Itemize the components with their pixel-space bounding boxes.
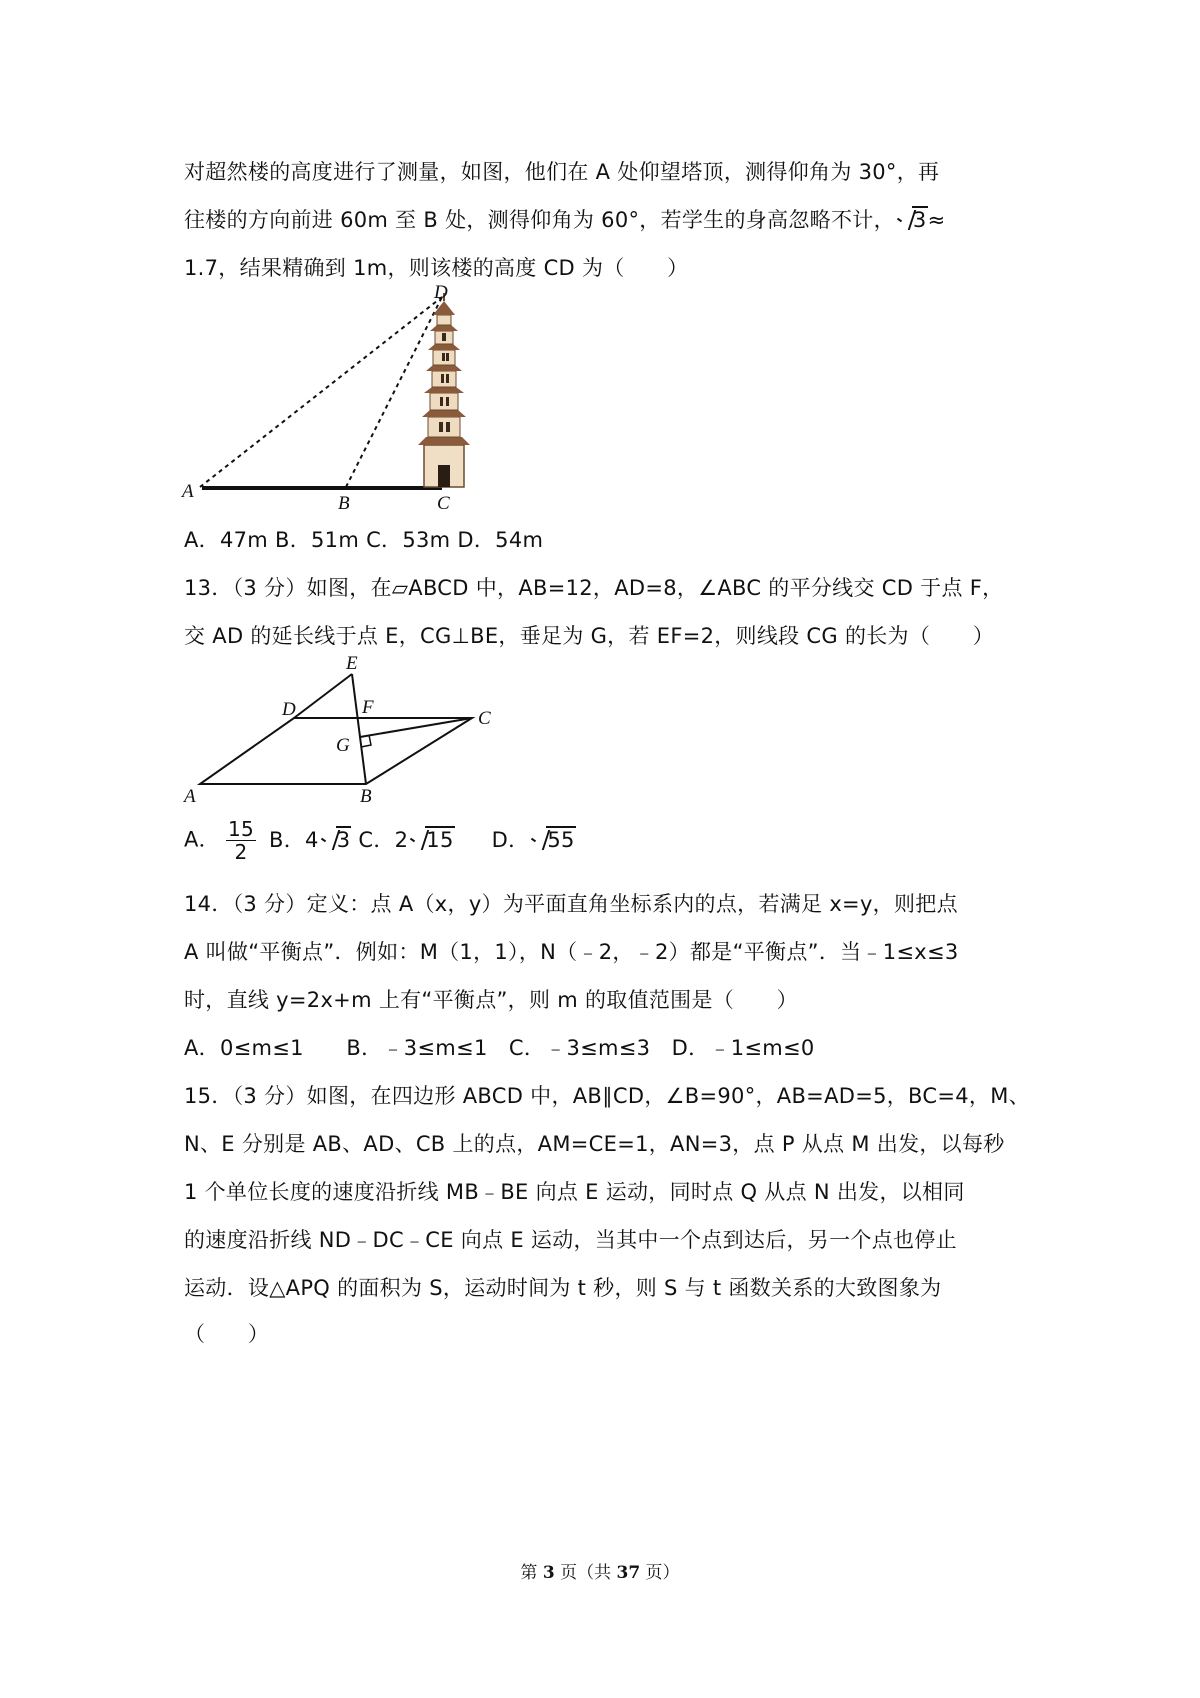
label-c: C xyxy=(478,708,491,729)
q14-options: A．0≤m≤1 B．﹣3≤m≤1 C．﹣3≤m≤3 D．﹣1≤m≤0 xyxy=(184,1036,815,1060)
q15-line-3: 1 个单位长度的速度沿折线 MB﹣BE 向点 E 运动，同时点 Q 从点 N 出发，以相同 xyxy=(184,1180,965,1204)
footer-middle: 页（共 xyxy=(554,1563,617,1583)
label-a: A xyxy=(182,481,194,502)
sqrt-symbol xyxy=(410,828,454,852)
sqrt-radicand: 3 xyxy=(912,208,927,232)
q13-options xyxy=(184,818,576,863)
q13-line-2: 交 AD 的延长线于点 E，CG⊥BE，垂足为 G，若 EF=2，则线段 CG 的长为（ ） xyxy=(184,624,995,648)
label-f: F xyxy=(362,697,374,718)
label-g: G xyxy=(336,735,350,756)
q13-parallelogram-figure xyxy=(180,655,510,815)
q14-line-1: 14．（3 分）定义：点 A（x，y）为平面直角坐标系内的点，若满足 x=y，则把点 xyxy=(184,892,958,916)
line-ad-dashed xyxy=(200,297,442,487)
q14-line-3: 时，直线 y=2x+m 上有“平衡点”，则 m 的取值范围是（ ） xyxy=(184,988,798,1012)
sqrt-radicand: 55 xyxy=(547,827,575,852)
label-b: B xyxy=(360,786,372,807)
q13-option-c xyxy=(358,824,454,854)
approx-symbol: ≈ xyxy=(927,208,946,232)
option-c-label: C． xyxy=(358,827,395,852)
q14-line-2: A 叫做“平衡点”．例如：M（1，1），N（﹣2，﹣2）都是“平衡点”．当﹣1≤x≤3 xyxy=(184,940,959,964)
fraction-numerator: 15 xyxy=(227,817,255,841)
total-pages: 37 xyxy=(616,1563,641,1583)
q15-line-1: 15．（3 分）如图，在四边形 ABCD 中，AB∥CD，∠B=90°，AB=AD=5，BC=4，M、 xyxy=(184,1084,1030,1108)
footer-suffix: 页） xyxy=(640,1563,680,1583)
option-a-label: A． xyxy=(184,827,220,852)
sqrt-radicand: 3 xyxy=(336,827,351,852)
sqrt-symbol xyxy=(897,208,928,232)
option-c-coefficient: 2 xyxy=(394,827,409,852)
q12-line-3: 1.7，结果精确到 1m，则该楼的高度 CD 为（ ） xyxy=(184,256,689,280)
label-e: E xyxy=(346,655,358,674)
q13-line-1: 13．（3 分）如图，在▱ABCD 中，AB=12，AD=8，∠ABC 的平分线交 CD 于点 F， xyxy=(184,576,1004,600)
q15-line-4: 的速度沿折线 ND﹣DC﹣CE 向点 E 运动，当其中一个点到达后，另一个点也停止 xyxy=(184,1228,957,1252)
footer-prefix: 第 xyxy=(520,1563,543,1583)
label-c: C xyxy=(437,493,450,510)
q12-options: A．47m B．51m C．53m D．54m xyxy=(184,528,544,552)
line-be xyxy=(352,674,366,784)
q12-line-1: 对超然楼的高度进行了测量，如图，他们在 A 处仰望塔顶，测得仰角为 30°，再 xyxy=(184,160,940,184)
sqrt-symbol xyxy=(531,828,575,852)
option-b-label: B． xyxy=(269,827,306,852)
option-b-coefficient: 4 xyxy=(305,827,319,852)
option-d-label: D． xyxy=(491,827,530,852)
page-footer xyxy=(0,1558,1200,1583)
fraction-denominator: 2 xyxy=(234,840,248,864)
q12-tower-figure xyxy=(180,285,480,510)
q12-line-2-text: 往楼的方向前进 60m 至 B 处，测得仰角为 60°，若学生的身高忽略不计， xyxy=(184,208,895,232)
q13-option-d xyxy=(492,824,576,854)
fraction xyxy=(226,818,256,863)
pagoda-icon xyxy=(418,293,470,487)
line-de xyxy=(294,674,352,718)
q15-line-2: N、E 分别是 AB、AD、CB 上的点，AM=CE=1，AN=3，点 P 从点 M 出发，以每秒 xyxy=(184,1132,1005,1156)
q12-line-2 xyxy=(184,204,945,234)
sqrt-symbol xyxy=(321,828,352,852)
label-d: D xyxy=(434,285,448,303)
sqrt-radicand: 15 xyxy=(426,827,454,852)
q13-option-b xyxy=(269,824,351,854)
q15-line-5: 运动．设△APQ 的面积为 S，运动时间为 t 秒，则 S 与 t 函数关系的大致图象为 xyxy=(184,1276,942,1300)
page-number: 3 xyxy=(542,1563,555,1583)
q15-line-6: （ ） xyxy=(184,1322,270,1346)
label-d: D xyxy=(282,699,296,720)
q13-option-a xyxy=(184,818,262,863)
label-b: B xyxy=(338,493,350,510)
label-a: A xyxy=(184,786,196,807)
